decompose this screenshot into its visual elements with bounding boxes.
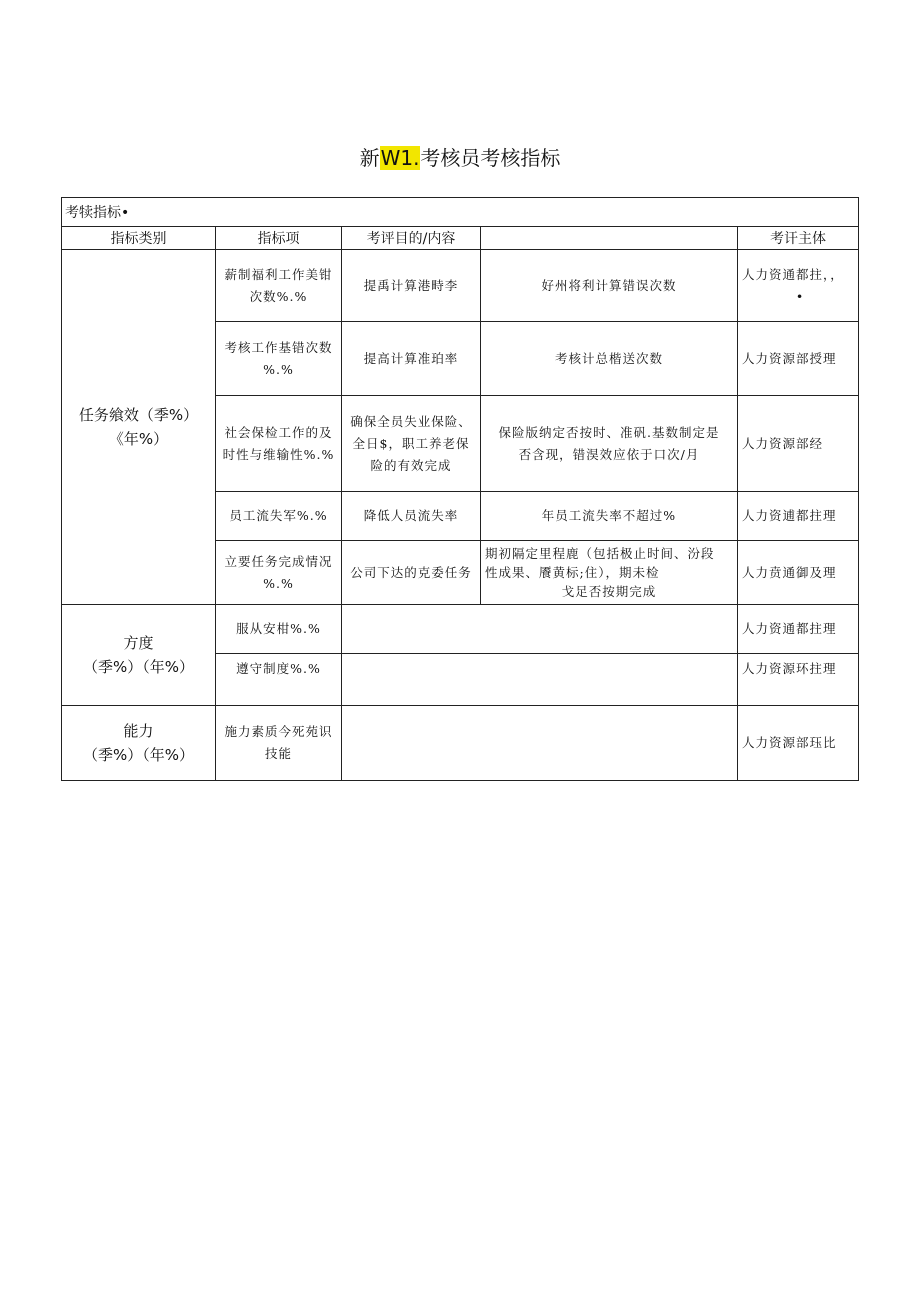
standard-line: 好州将利计算错误次数 bbox=[541, 277, 677, 293]
indicator-goal bbox=[342, 250, 481, 322]
category-ability-line: （季%）（年%） bbox=[82, 746, 194, 764]
indicator-subject bbox=[738, 322, 859, 396]
goal-line: 确保全员失业保险、 bbox=[350, 413, 472, 429]
indicator-empty bbox=[342, 654, 738, 706]
header-row bbox=[62, 227, 859, 250]
indicator-standard bbox=[481, 492, 738, 541]
indicator-goal bbox=[342, 541, 481, 605]
subject-line: 人力资通都拄理 bbox=[742, 621, 837, 636]
section-row bbox=[62, 198, 859, 227]
item-line: 考核工作基错次数 bbox=[224, 339, 333, 355]
section-label: 考犊指标• bbox=[62, 198, 859, 227]
title-highlight: W1. bbox=[380, 146, 420, 170]
subject-line: 人力贲通御及理 bbox=[742, 564, 837, 580]
indicator-subject bbox=[738, 706, 859, 781]
subject-line: 人力资源部经 bbox=[742, 435, 824, 451]
standard-line: 否含现，错淏效应依于口次/月 bbox=[518, 446, 700, 462]
subject-line: • bbox=[795, 288, 805, 304]
standard-line: 性成果、餍黄标;住），期未检 bbox=[485, 565, 660, 580]
category-task-line: 《年%） bbox=[108, 430, 169, 448]
header-subject: 考讦主体 bbox=[738, 227, 859, 250]
goal-line: 全日$，职工养老保 bbox=[352, 435, 470, 451]
page-title bbox=[0, 142, 920, 171]
indicator-item bbox=[216, 541, 342, 605]
goal-line: 险的有效完成 bbox=[370, 457, 452, 473]
category-ability bbox=[62, 706, 216, 781]
item-line: 次数%.% bbox=[249, 288, 308, 304]
indicator-standard bbox=[481, 541, 738, 605]
indicator-subject bbox=[738, 492, 859, 541]
header-category: 指标类别 bbox=[62, 227, 216, 250]
indicator-subject bbox=[738, 396, 859, 492]
item-line: 时性与维输性%.% bbox=[222, 446, 335, 462]
header-goal: 考评目的/内容 bbox=[342, 227, 481, 250]
category-attitude bbox=[62, 605, 216, 706]
goal-line: 提禹计算港畤李 bbox=[363, 277, 459, 293]
indicator-item bbox=[216, 250, 342, 322]
indicator-empty bbox=[342, 706, 738, 781]
item-line: 施力素质今死苑识 bbox=[224, 724, 333, 739]
category-attitude-line: （季%）（年%） bbox=[82, 658, 194, 676]
subject-line: 人力资逋都拄理 bbox=[742, 508, 837, 523]
goal-line: 提高计算准珀率 bbox=[363, 350, 459, 366]
header-item: 指标项 bbox=[216, 227, 342, 250]
indicator-standard bbox=[481, 322, 738, 396]
category-attitude-line: 方度 bbox=[123, 634, 154, 652]
standard-line: 年员工流失率不超过% bbox=[541, 508, 677, 523]
item-line: 立要任务完成情况 bbox=[224, 553, 333, 569]
indicator-table bbox=[61, 197, 858, 781]
indicator-item bbox=[216, 396, 342, 492]
indicator-item bbox=[216, 492, 342, 541]
indicator-empty bbox=[342, 605, 738, 654]
indicator-subject bbox=[738, 541, 859, 605]
indicator-goal bbox=[342, 322, 481, 396]
subject-line: 人力资源环拄理 bbox=[742, 661, 837, 676]
subject-line: 人力资源部授理 bbox=[742, 350, 837, 366]
table-row bbox=[62, 605, 859, 654]
goal-line: 公司下达的克委任务 bbox=[350, 564, 472, 580]
header-standard bbox=[481, 227, 738, 250]
standard-line: 期初隔定里程鹿（包括极止时间、汾段 bbox=[485, 546, 715, 561]
item-line: %.% bbox=[263, 361, 294, 377]
indicator-subject bbox=[738, 605, 859, 654]
item-line: 技能 bbox=[264, 746, 292, 761]
item-line: 服从安柑%.% bbox=[236, 621, 321, 636]
item-line: 员工流失军%.% bbox=[229, 508, 328, 523]
subject-line: 人力资通都拄，， bbox=[742, 266, 844, 282]
category-task bbox=[62, 250, 216, 605]
category-ability-line: 能力 bbox=[123, 722, 154, 740]
indicator-item bbox=[216, 654, 342, 706]
standard-line: 考核计总楷送次数 bbox=[554, 350, 663, 366]
indicator-item bbox=[216, 322, 342, 396]
indicator-standard bbox=[481, 250, 738, 322]
title-prefix: 新 bbox=[359, 146, 380, 170]
indicator-subject bbox=[738, 654, 859, 706]
table-row bbox=[62, 706, 859, 781]
subject-line: 人力资源部珏比 bbox=[742, 735, 837, 750]
indicator-goal bbox=[342, 396, 481, 492]
standard-line: 戈足否按期完成 bbox=[561, 584, 657, 599]
indicator-item bbox=[216, 706, 342, 781]
indicator-goal bbox=[342, 492, 481, 541]
indicator-subject bbox=[738, 250, 859, 322]
item-line: %.% bbox=[263, 575, 294, 591]
indicator-standard bbox=[481, 396, 738, 492]
indicator-item bbox=[216, 605, 342, 654]
goal-line: 降低人员流失率 bbox=[363, 508, 459, 523]
table-row bbox=[62, 250, 859, 322]
item-line: 遵守制度%.% bbox=[236, 661, 321, 676]
category-task-line: 任务飨效（季%） bbox=[78, 406, 199, 424]
title-suffix: 考核员考核指标 bbox=[420, 146, 561, 170]
standard-line: 保险版纳定否按时、准矾.基数制定是 bbox=[498, 424, 720, 440]
item-line: 社会保检工作的及 bbox=[224, 424, 333, 440]
item-line: 薪制福利工作美钳 bbox=[224, 266, 333, 282]
